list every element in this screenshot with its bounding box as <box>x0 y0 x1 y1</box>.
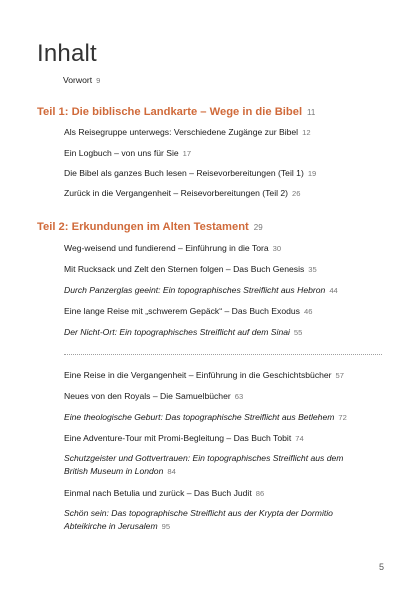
section-divider <box>64 354 382 355</box>
toc-entry-label: Einmal nach Betulia und zurück – Das Buch Judit <box>64 488 252 498</box>
page-number: 5 <box>379 562 385 572</box>
toc-entry[interactable] <box>64 263 317 276</box>
toc-entry[interactable] <box>64 284 338 297</box>
toc-page-number: 17 <box>182 149 192 158</box>
toc-entry[interactable] <box>64 452 343 478</box>
toc-entry-label: Neues von den Royals – Die Samuelbücher <box>64 391 231 401</box>
toc-page-number: 74 <box>295 434 304 443</box>
toc-page-number: 35 <box>308 265 317 274</box>
toc-entry-label: Eine Adventure-Tour mit Promi-Begleitung – Das Buch Tobit <box>64 433 292 443</box>
toc-entry[interactable] <box>64 242 281 255</box>
toc-entry-label: Weg-weisend und fundierend – Einführung in die Tora <box>64 243 269 253</box>
toc-entry-label: Schutzgeister und Gottvertrauen: Ein topographisches Streiflicht aus dem <box>64 453 344 463</box>
toc-page-number: 12 <box>302 128 311 137</box>
toc-page-number: 63 <box>234 392 244 401</box>
toc-page-number: 95 <box>161 522 171 531</box>
toc-entry-label: Schön sein: Das topographische Streiflicht aus der Krypta der Dormitio <box>64 508 333 518</box>
toc-page-number: 84 <box>167 467 176 476</box>
toc-page-number: 30 <box>272 244 282 253</box>
toc-entry-label: Als Reisegruppe unterwegs: Verschiedene Zugänge zur Bibel <box>64 127 299 137</box>
toc-page-number: 86 <box>255 489 265 498</box>
toc-page-number: 11 <box>307 108 316 117</box>
toc-entry-label: British Museum in London <box>64 466 164 476</box>
toc-entry-label: Eine theologische Geburt: Das topographische Streiflicht aus Betlehem <box>64 412 335 422</box>
toc-entry-label: Mit Rucksack und Zelt den Sternen folgen – Das Buch Genesis <box>64 264 305 274</box>
toc-entry-label: Zurück in die Vergangenheit – Reisevorbereitungen (Teil 2) <box>64 188 289 198</box>
page-title: Inhalt <box>37 40 97 67</box>
toc-part-1[interactable] <box>37 106 315 118</box>
toc-page-number: 29 <box>253 223 263 232</box>
toc-entry-label: Eine lange Reise mit „schwerem Gepäck“ – Das Buch Exodus <box>64 306 300 316</box>
toc-page-number: 26 <box>292 189 301 198</box>
toc-entry[interactable] <box>64 487 264 500</box>
toc-entry[interactable] <box>64 369 344 382</box>
toc-entry[interactable] <box>64 390 243 403</box>
toc-page-number: 9 <box>96 76 101 85</box>
toc-page-number: 57 <box>335 371 344 380</box>
toc-entry[interactable] <box>64 507 333 533</box>
toc-page-number: 55 <box>293 328 303 337</box>
toc-entry-foreword[interactable] <box>63 74 100 87</box>
toc-part-label: Teil 2: Erkundungen im Alten Testament <box>37 221 249 233</box>
toc-entry[interactable] <box>64 126 311 139</box>
toc-page-number: 46 <box>303 307 313 316</box>
toc-entry-label: Die Bibel als ganzes Buch lesen – Reisevorbereitungen (Teil 1) <box>64 168 304 178</box>
toc-entry[interactable] <box>64 432 304 445</box>
toc-entry[interactable] <box>64 305 312 318</box>
toc-entry-label: Durch Panzerglas geeint: Ein topographisches Streiflicht aus Hebron <box>64 285 326 295</box>
toc-entry[interactable] <box>64 187 301 200</box>
toc-part-2[interactable] <box>37 221 263 233</box>
toc-page-number: 72 <box>338 413 347 422</box>
toc-page-number: 44 <box>329 286 338 295</box>
toc-entry-label: Abteikirche in Jerusalem <box>64 521 158 531</box>
toc-entry[interactable] <box>64 167 316 180</box>
toc-entry-label: Vorwort <box>63 75 93 85</box>
toc-entry-label: Eine Reise in die Vergangenheit – Einführung in die Geschichtsbücher <box>64 370 332 380</box>
toc-page-number: 19 <box>307 169 317 178</box>
toc-entry[interactable] <box>64 147 191 160</box>
toc-part-label: Teil 1: Die biblische Landkarte – Wege in die Bibel <box>37 106 303 118</box>
toc-entry[interactable] <box>64 326 302 339</box>
toc-entry[interactable] <box>64 411 347 424</box>
toc-entry-label: Ein Logbuch – von uns für Sie <box>64 148 179 158</box>
toc-entry-label: Der Nicht-Ort: Ein topographisches Streiflicht auf dem Sinai <box>64 327 290 337</box>
